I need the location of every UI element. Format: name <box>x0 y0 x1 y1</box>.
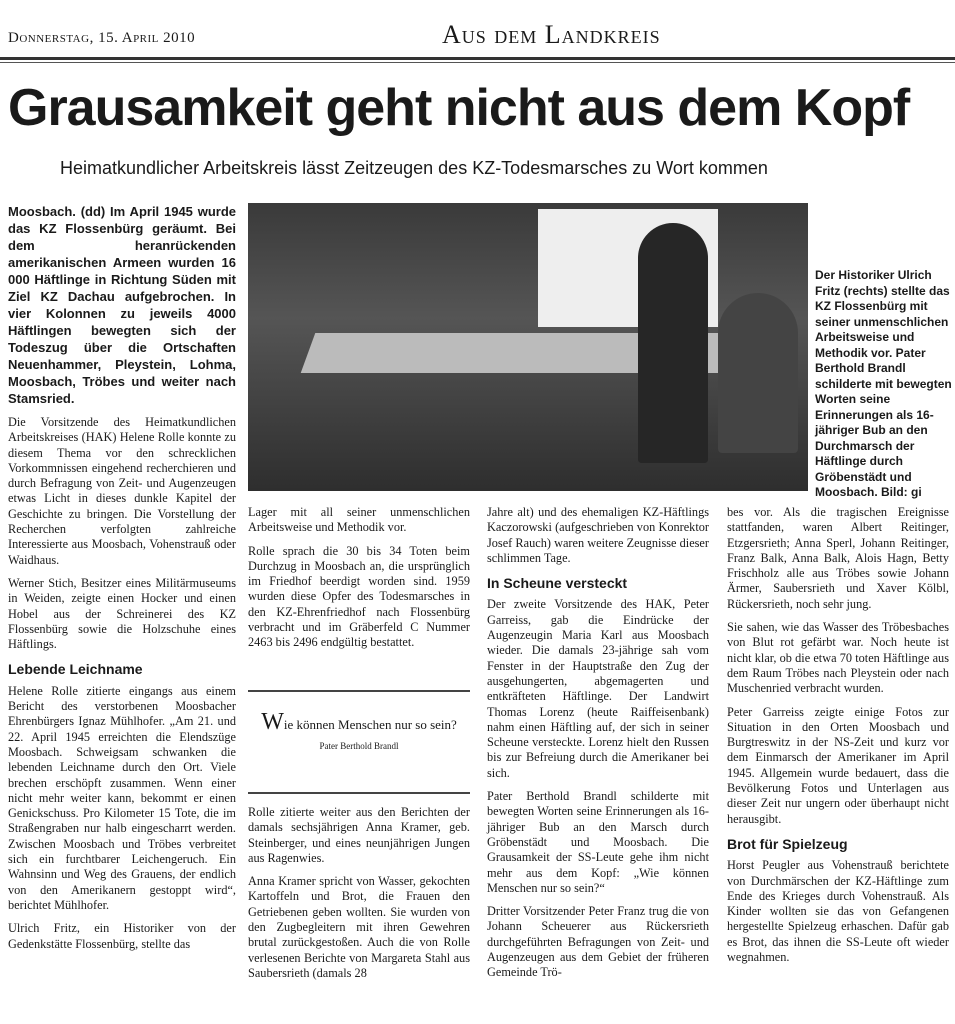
person-seated <box>718 293 798 453</box>
subheading: Lebende Leichname <box>8 661 143 678</box>
subheading: Brot für Spielzeug <box>727 835 848 852</box>
paragraph: Sie sahen, wie das Wasser des Tröbesbaches von Blut rot gefärbt war. Noch heute ist nicht klar, ob die etwa 70 toten Häftlinge aus dem Raum Tröbes nach Pleystein oder nach Muschenried verbracht wurden. <box>727 620 949 696</box>
header-rule-thin <box>0 62 955 63</box>
column-3 <box>487 505 709 989</box>
paragraph: Der zweite Vorsitzende des HAK, Peter Garreiss, gab die Eindrücke der Augenzeugin Maria Karl aus Moosbach wieder. Die damals 23-jährige sah vom Fenster in der Hauptstraße den Zug der ausgehungerten, abgemagerten und entkräfteten Häftlinge. Der Landwirt Thomas Lorenz (heute Raiffeisenbank) nahm einen Häftling auf, der sich in seiner Scheune versteckte. Lorenz hielt den Russen bis zur Befreiung durch die Amerikaner bei sich. <box>487 597 709 780</box>
paragraph: Rolle sprach die 30 bis 34 Toten beim Durchzug in Moosbach an, die ursprünglich im Friedhof beerdigt worden sind. 1959 wurden diese Opfer des Todesmarsches in den KZ-Ehrenfriedhof nach Flossenbürg verbracht und im Gräberfeld C Nummer 2463 bis 2496 endgültig bestattet. <box>248 543 470 650</box>
paragraph: Dritter Vorsitzender Peter Franz trug die von Johann Scheuerer aus Rückersrieth durchgeführten Befragungen von Zeit- und Augenzeugen aus dem Gebiet der früheren Gemeinde Trö- <box>487 904 709 980</box>
quote-initial: W <box>261 709 284 735</box>
paragraph: Helene Rolle zitierte eingangs aus einem Bericht des verstorbenen Moosbacher Ehrenbürgers Ignaz Mühlhofer. „Am 21. und 22. April 1945 erreichten die Elendszüge Moosbach. Schweigsam schwanken die lebenden Leichname durch den Ort. Viele brechen erschöpft zusammen. Wenn einer nicht mehr weiter kann, bekommt er einen Genickschuss. Pro Kilometer 15 Tote, die im Straßengraben nur halb eingescharrt werden. Zwischen Moosbach und Tröbes verbreitet sich ein furchtbarer Leichengeruch. Ein Wahnsinn und Weg des Grauens, der endlich von den Amerikanern gestoppt wird“, berichtet Mühlhofer. <box>8 683 236 912</box>
quote-text: ie können Menschen nur so sein? <box>283 717 457 732</box>
page-date: Donnerstag, 15. April 2010 <box>8 30 196 46</box>
column-4 <box>727 505 949 973</box>
subheading: In Scheune versteckt <box>487 575 628 592</box>
headline: Grausamkeit geht nicht aus dem Kopf <box>8 79 910 137</box>
paragraph: Peter Garreiss zeigte einige Fotos zur Situation in den Orten Moosbach und Burgtreswitz in der NS-Zeit und kurz vor dem Einmarsch der Amerikaner im April 1945. Allgemein wurde bedauert, dass die Bevölkerung Fotos und Unterlagen aus dieser Zeit nur ungern oder überhaupt nicht herausgibt. <box>727 704 949 826</box>
column-2 <box>248 505 470 659</box>
subheadline: Heimatkundlicher Arbeitskreis lässt Zeitzeugen des KZ-Todesmarsches zu Wort kommen <box>60 158 768 178</box>
lead-paragraph: Moosbach. (dd) Im April 1945 wurde das KZ Flossenbürg geräumt. Bei dem heranrückenden amerikanischen Armeen wurden 16 000 Häftlinge in Richtung Süden mit Ziel KZ Dachau aufgebrochen. In vier Kolonnen zu jeweils 4000 Häftlingen bewegten sich der Todeszug über die Ortschaften Neuenhammer, Pleystein, Lohma, Moosbach, Tröbes und weiter nach Stamsried. <box>8 204 236 406</box>
paragraph: Werner Stich, Besitzer eines Militärmuseums in Weiden, zeigte einen Hocker und einen Hobel aus der Schreinerei des KZ Flossenbürg sowie die Holzschuhe eines Häftlings. <box>8 575 236 652</box>
paragraph: Anna Kramer spricht von Wasser, gekochten Kartoffeln und Brot, die Frauen den Getriebenen geben wollten. Sie wurden von den Zugbegleitern mit ihren Gewehren brutal zurückgestoßen. Auch die von Rolle verlesenen Berichte von Margareta Stahl aus Saubersrieth (damals 28 <box>248 874 470 980</box>
paragraph: Horst Peugler aus Vohenstrauß berichtete von Durchmärschen der KZ-Häftlinge zum Ende des Krieges durch Vohenstrauß. Als Kinder wollten sie das von Gefangenen hergestellte Spielzeug erhaschen. Dafür gab es Brot, das ihnen die SS-Leute oft wieder wegnahmen. <box>727 858 949 965</box>
section-title: Aus dem Landkreis <box>442 20 661 49</box>
column-2b <box>248 805 470 989</box>
article-photo <box>248 203 808 491</box>
paragraph: Jahre alt) und des ehemaligen KZ-Häftlings Kaczorowski (aufgeschrieben von Konrektor Josef Rauch) waren weitere Zeugnisse dieser schlimmen Tage. <box>487 505 709 565</box>
paragraph: bes vor. Als die tragischen Ereignisse stattfanden, waren Albert Reitinger, Etzgersrieth; Anna Sperl, Johann Reitinger, Franz Balk, Anna Balk, Alois Hagn, Betty Frischholz alle aus Tröbes sowie Johann Ärmer, Saubersrieth und Xaver Kölbl, Rückersrieth, noch sehr jung. <box>727 505 949 611</box>
paragraph: Rolle zitierte weiter aus den Berichten der damals sechsjährigen Anna Kramer, geb. Steinberger, und eines neunjährigen Jungen aus Ragenwies. <box>248 805 470 865</box>
column-1 <box>8 203 236 960</box>
header-rule <box>0 57 955 60</box>
quote-author: Pater Berthold Brandl <box>319 741 399 751</box>
person-speaker <box>638 223 708 463</box>
paragraph: Pater Berthold Brandl schilderte mit bewegten Worten seine Erinnerungen als 16-jähriger Bub an den Marsch durch Gröbenstädt und Moosbach. Die Grausamkeit der SS-Leute gehe ihm nicht mehr aus dem Kopf: „Wie können Menschen nur so sein?“ <box>487 789 709 895</box>
photo-caption: Der Historiker Ulrich Fritz (rechts) stellte das KZ Flossenbürg mit seiner unmenschlichen Arbeitsweise und Methodik vor. Pater Berthold Brandl schilderte mit bewegten Worten seine Erinnerungen als 16-jähriger Bub an den Durchmarsch der Häftlinge durch Gröbenstädt und Moosbach. Bild: gi <box>815 268 952 499</box>
paragraph: Die Vorsitzende des Heimatkundlichen Arbeitskreises (HAK) Helene Rolle konnte zu diesem Thema vor den schrecklichen Vorkommnissen eingehend recherchieren und durch Befragung von Zeit- und Augenzeugen etwas Licht in dieses dunkle Kapitel der Geschichte zu bringen. Die Vorstellung der Recherchen verfolgten zahlreiche Interessierte aus Moosbach, Vohenstrauß oder Waidhaus. <box>8 415 236 567</box>
pull-quote <box>248 690 470 794</box>
paragraph: Lager mit all seiner unmenschlichen Arbeitsweise und Methodik vor. <box>248 505 470 535</box>
paragraph: Ulrich Fritz, ein Historiker von der Gedenkstätte Flossenbürg, stellte das <box>8 921 236 951</box>
